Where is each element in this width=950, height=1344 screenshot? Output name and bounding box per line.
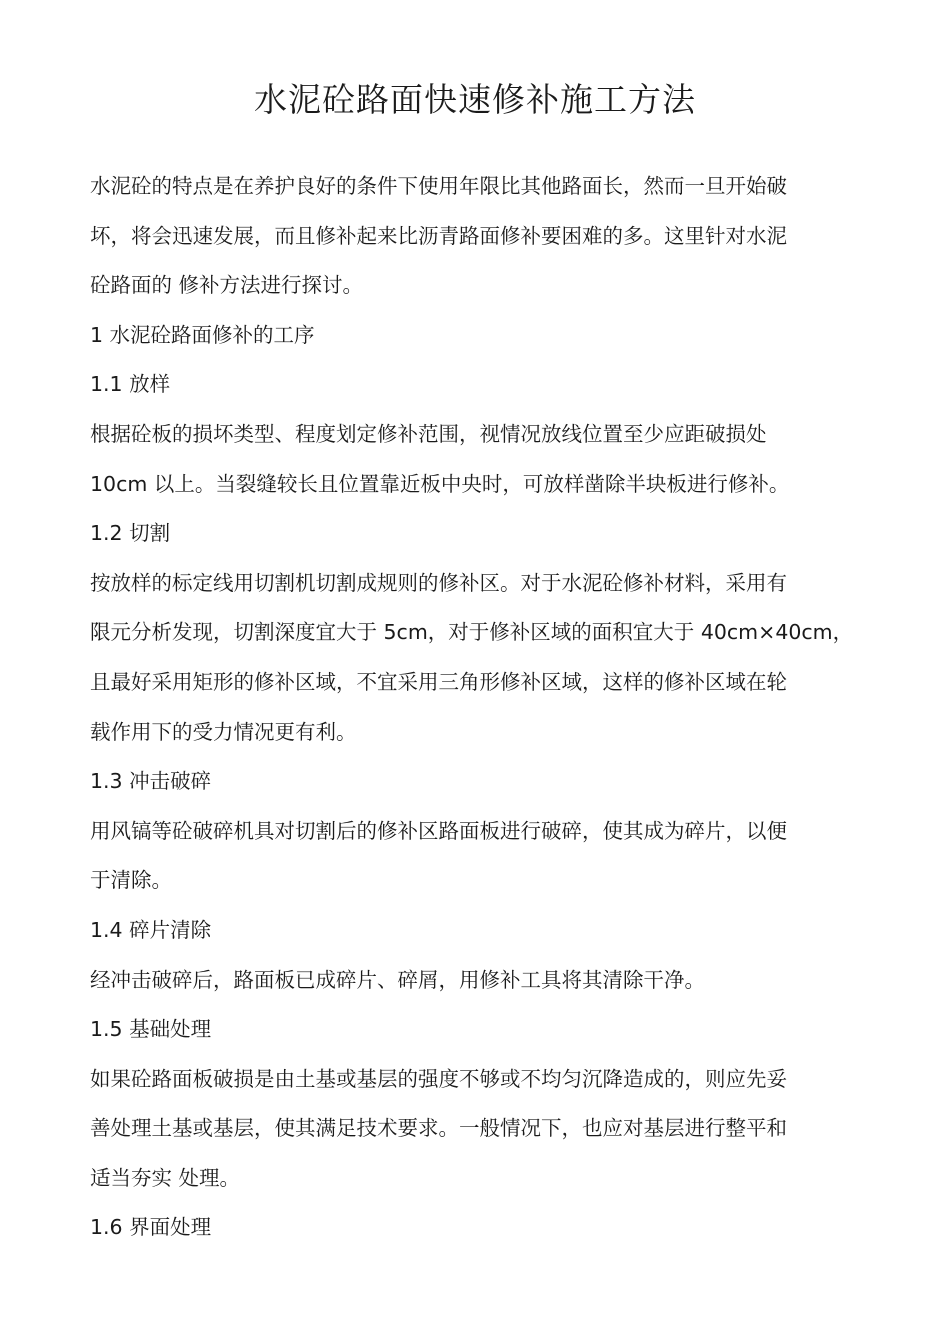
section-1-2-line-2: 限元分析发现，切割深度宜大于 5cm，对于修补区域的面积宜大于 40cm×40cm， [90,620,854,645]
intro-line-3: 砼路面的 修补方法进行探讨。 [90,273,364,298]
section-1-4-heading: 1.4 碎片清除 [90,917,212,942]
intro-line-2: 坏，将会迅速发展，而且修补起来比沥青路面修补要困难的多。这里针对水泥 [90,223,787,248]
section-1-2-line-4: 载作用下的受力情况更有利。 [90,719,357,744]
section-1-1-line-2: 10cm 以上。当裂缝较长且位置靠近板中央时，可放样凿除半块板进行修补。 [90,471,790,496]
section-1-1-heading: 1.1 放样 [90,372,171,397]
section-1-5-line-1: 如果砼路面板破损是由土基或基层的强度不够或不均匀沉降造成的，则应先妥 [90,1066,787,1091]
section-1-2-line-3: 且最好采用矩形的修补区域，不宜采用三角形修补区域，这样的修补区域在轮 [90,669,787,694]
section-1-5-line-3: 适当夯实 处理。 [90,1165,241,1190]
document-body [90,162,880,1253]
section-1-5-line-2: 善处理土基或基层，使其满足技术要求。一般情况下，也应对基层进行整平和 [90,1116,787,1141]
section-1-3-line-2: 于清除。 [90,868,172,893]
section-1-heading: 1 水泥砼路面修补的工序 [90,322,315,347]
page-title: 水泥砼路面快速修补施工方法 [254,80,696,119]
section-1-4-line-1: 经冲击破碎后，路面板已成碎片、碎屑，用修补工具将其清除干净。 [90,967,705,992]
section-1-2-heading: 1.2 切割 [90,521,171,546]
section-1-5-heading: 1.5 基础处理 [90,1017,212,1042]
section-1-2-line-1: 按放样的标定线用切割机切割成规则的修补区。对于水泥砼修补材料，采用有 [90,570,787,595]
section-1-3-line-1: 用风镐等砼破碎机具对切割后的修补区路面板进行破碎，使其成为碎片，以便 [90,818,787,843]
section-1-1-line-1: 根据砼板的损坏类型、程度划定修补范围，视情况放线位置至少应距破损处 [90,421,767,446]
intro-line-1: 水泥砼的特点是在养护良好的条件下使用年限比其他路面长，然而一旦开始破 [90,174,787,198]
section-1-3-heading: 1.3 冲击破碎 [90,769,212,794]
section-1-6-heading: 1.6 界面处理 [90,1215,212,1240]
